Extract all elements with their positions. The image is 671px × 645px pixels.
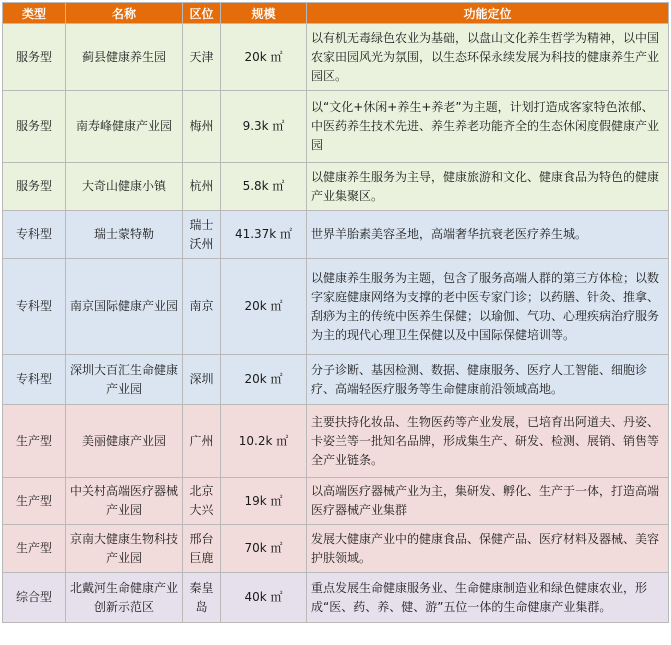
cell-scale: 20k ㎡ bbox=[221, 259, 307, 355]
cell-name: 南寿峰健康产业园 bbox=[66, 91, 183, 163]
cell-scale: 20k ㎡ bbox=[221, 355, 307, 405]
cell-function: 主要扶持化妆品、生物医药等产业发展，已培育出阿道夫、丹姿、卡姿兰等一批知名品牌，形成集生产、研发、检测、展销、销售等全产业链条。 bbox=[307, 405, 669, 478]
cell-location: 秦皇岛 bbox=[183, 573, 221, 623]
header-location: 区位 bbox=[183, 3, 221, 24]
table-row bbox=[3, 91, 669, 163]
table-row bbox=[3, 259, 669, 355]
cell-location: 邢台巨鹿 bbox=[183, 525, 221, 573]
cell-scale: 9.3k ㎡ bbox=[221, 91, 307, 163]
cell-type: 专科型 bbox=[3, 355, 66, 405]
table-row bbox=[3, 478, 669, 525]
cell-name: 中关村高端医疗器械产业园 bbox=[66, 478, 183, 525]
table-row bbox=[3, 405, 669, 478]
header-type: 类型 bbox=[3, 3, 66, 24]
cell-location: 深圳 bbox=[183, 355, 221, 405]
cell-name: 大奇山健康小镇 bbox=[66, 163, 183, 211]
cell-scale: 10.2k ㎡ bbox=[221, 405, 307, 478]
cell-location: 南京 bbox=[183, 259, 221, 355]
cell-type: 综合型 bbox=[3, 573, 66, 623]
cell-type: 生产型 bbox=[3, 405, 66, 478]
cell-location: 瑞士沃州 bbox=[183, 211, 221, 259]
cell-function: 分子诊断、基因检测、数据、健康服务、医疗人工智能、细胞诊疗、高端轻医疗服务等生命健康前沿领域高地。 bbox=[307, 355, 669, 405]
cell-function: 以有机无毒绿色农业为基础，以盘山文化养生哲学为精神，以中国农家田园风光为氛围，以生态环保永续发展为科技的健康养生产业园区。 bbox=[307, 24, 669, 91]
cell-scale: 19k ㎡ bbox=[221, 478, 307, 525]
table-row bbox=[3, 163, 669, 211]
cell-name: 瑞士蒙特勒 bbox=[66, 211, 183, 259]
cell-location: 杭州 bbox=[183, 163, 221, 211]
cell-type: 服务型 bbox=[3, 24, 66, 91]
cell-scale: 40k ㎡ bbox=[221, 573, 307, 623]
cell-location: 广州 bbox=[183, 405, 221, 478]
cell-type: 生产型 bbox=[3, 478, 66, 525]
cell-name: 京南大健康生物科技产业园 bbox=[66, 525, 183, 573]
cell-type: 服务型 bbox=[3, 91, 66, 163]
cell-type: 生产型 bbox=[3, 525, 66, 573]
cell-type: 专科型 bbox=[3, 259, 66, 355]
cell-location: 梅州 bbox=[183, 91, 221, 163]
cell-name: 美丽健康产业园 bbox=[66, 405, 183, 478]
cell-location: 天津 bbox=[183, 24, 221, 91]
table-row bbox=[3, 573, 669, 623]
cell-type: 服务型 bbox=[3, 163, 66, 211]
cell-name: 北戴河生命健康产业创新示范区 bbox=[66, 573, 183, 623]
cell-location: 北京大兴 bbox=[183, 478, 221, 525]
cell-name: 深圳大百汇生命健康产业园 bbox=[66, 355, 183, 405]
header-function: 功能定位 bbox=[307, 3, 669, 24]
cell-function: 发展大健康产业中的健康食品、保健产品、医疗材料及器械、美容护肤领域。 bbox=[307, 525, 669, 573]
cell-scale: 20k ㎡ bbox=[221, 24, 307, 91]
industrial-park-table bbox=[2, 2, 669, 623]
cell-name: 南京国际健康产业园 bbox=[66, 259, 183, 355]
cell-function: 以健康养生服务为主导，健康旅游和文化、健康食品为特色的健康产业集聚区。 bbox=[307, 163, 669, 211]
header-name: 名称 bbox=[66, 3, 183, 24]
cell-function: 以健康养生服务为主题，包含了服务高端人群的第三方体检；以数字家庭健康网络为支撑的老中医专家门诊；以药膳、针灸、推拿、刮痧为主的传统中医养生保健；以瑜伽、气功、心理疾病治疗服务为主的现代心理卫生保健以及中国际保健培训等。 bbox=[307, 259, 669, 355]
table-row bbox=[3, 24, 669, 91]
header-scale: 规模 bbox=[221, 3, 307, 24]
header-row bbox=[3, 3, 669, 24]
table-row bbox=[3, 525, 669, 573]
cell-function: 以高端医疗器械产业为主，集研发、孵化、生产于一体，打造高端医疗器械产业集群 bbox=[307, 478, 669, 525]
cell-function: 世界羊胎素美容圣地，高端奢华抗衰老医疗养生城。 bbox=[307, 211, 669, 259]
cell-scale: 70k ㎡ bbox=[221, 525, 307, 573]
cell-name: 蓟县健康养生园 bbox=[66, 24, 183, 91]
table-row bbox=[3, 355, 669, 405]
cell-function: 以“文化+休闲+养生+养老”为主题，计划打造成客家特色浓郁、中医药养生技术先进、养生养老功能齐全的生态休闲度假健康产业园 bbox=[307, 91, 669, 163]
cell-scale: 5.8k ㎡ bbox=[221, 163, 307, 211]
cell-function: 重点发展生命健康服务业、生命健康制造业和绿色健康农业，形成“医、药、养、健、游”五位一体的生命健康产业集群。 bbox=[307, 573, 669, 623]
table-row bbox=[3, 211, 669, 259]
cell-type: 专科型 bbox=[3, 211, 66, 259]
cell-scale: 41.37k ㎡ bbox=[221, 211, 307, 259]
